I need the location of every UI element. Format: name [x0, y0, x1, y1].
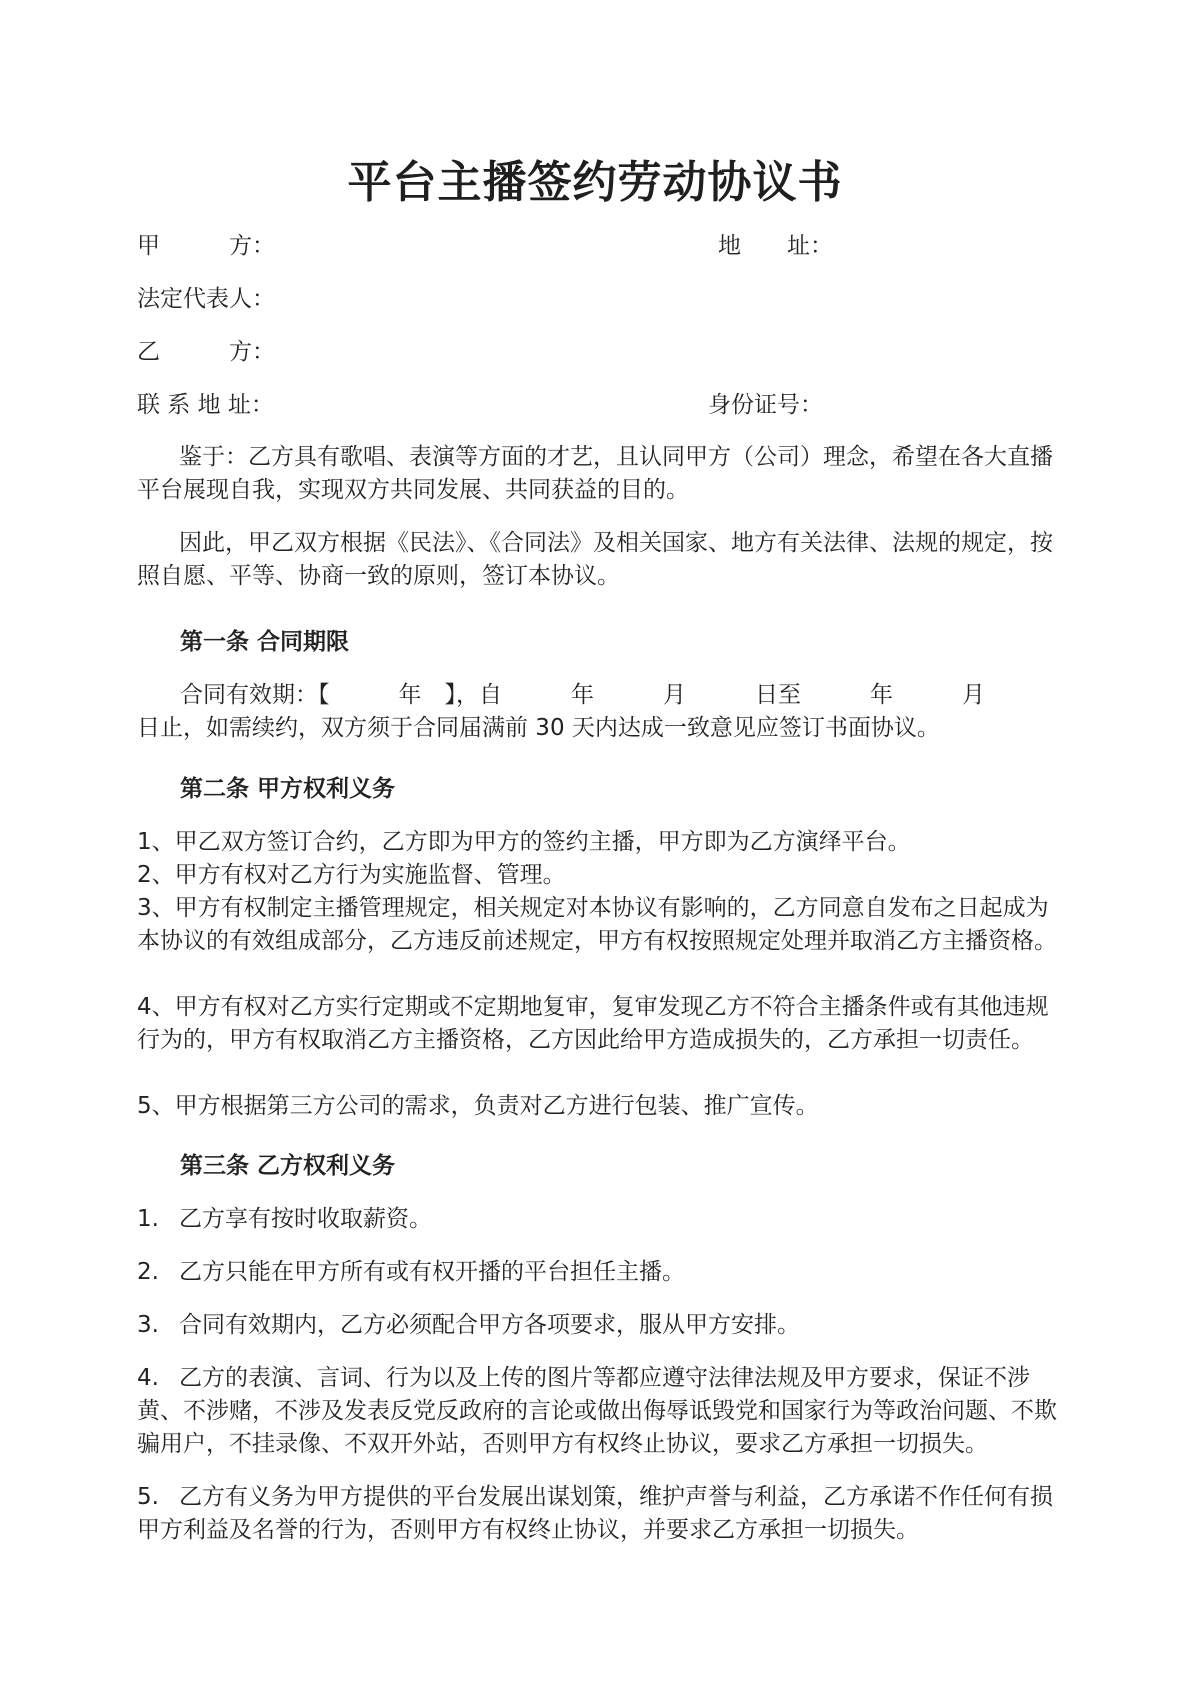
list-item: 2、甲方有权对乙方行为实施监督、管理。 — [137, 862, 566, 888]
list-item: 1、甲乙双方签订合约，乙方即为甲方的签约主播，甲方即为乙方演绎平台。 — [137, 829, 911, 855]
item-number: 2. — [137, 1259, 159, 1285]
item-number: 5. — [137, 1484, 159, 1510]
item-number: 4. — [137, 1365, 159, 1391]
item-number: 3. — [137, 1312, 159, 1338]
numbered-item — [137, 1256, 1062, 1289]
list-item: 5、甲方根据第三方公司的需求，负责对乙方进行包装、推广宣传。 — [137, 1093, 819, 1119]
contract-term-line: 日止，如需续约，双方须于合同届满前 30 天内达成一致意见应签订书面协议。 — [137, 715, 940, 741]
list-item: 3、甲方有权制定主播管理规定，相关规定对本协议有影响的，乙方同意自发布之日起成为本协议的有效组成部分，乙方违反前述规定，甲方有权按照规定处理并取消乙方主播资格。 — [137, 895, 1057, 954]
article-heading: 第二条 甲方权利义务 — [180, 776, 396, 802]
item-text: 乙方享有按时收取薪资。 — [179, 1206, 432, 1232]
item-number: 1. — [137, 1206, 159, 1232]
article-heading: 第一条 合同期限 — [180, 629, 350, 655]
id-number-label: 身份证号： — [708, 392, 823, 418]
numbered-item — [137, 1203, 1062, 1236]
item-text: 乙方的表演、言词、行为以及上传的图片等都应遵守法律法规及甲方要求，保证不涉黄、不涉赌，不涉及发表反党反政府的言论或做出侮辱诋毁党和国家行为等政治问题、不欺骗用户，不挂录像、不双开外站，否则甲方有权终止协议，要求乙方承担一切损失。 — [137, 1365, 1057, 1457]
preamble-paragraph: 鉴于：乙方具有歌唱、表演等方面的才艺，且认同甲方（公司）理念，希望在各大直播平台展现自我，实现双方共同发展、共同获益的目的。 — [137, 444, 1053, 503]
address-label: 地 址： — [718, 233, 833, 259]
numbered-item — [137, 1481, 1062, 1547]
party-a-label: 甲 方： — [137, 233, 275, 259]
contact-address-label: 联 系 地 址： — [137, 392, 274, 418]
document-title: 平台主播签约劳动协议书 — [347, 157, 843, 208]
party-b-label: 乙 方： — [137, 339, 275, 365]
list-item: 4、甲方有权对乙方实行定期或不定期地复审，复审发现乙方不符合主播条件或有其他违规行为的，甲方有权取消乙方主播资格，乙方因此给甲方造成损失的，乙方承担一切责任。 — [137, 994, 1049, 1053]
item-text: 乙方只能在甲方所有或有权开播的平台担任主播。 — [179, 1259, 685, 1285]
article-heading: 第三条 乙方权利义务 — [180, 1153, 396, 1179]
item-text: 乙方有义务为甲方提供的平台发展出谋划策，维护声誉与利益，乙方承诺不作任何有损甲方利益及名誉的行为，否则甲方有权终止协议，并要求乙方承担一切损失。 — [137, 1484, 1053, 1543]
numbered-item — [137, 1362, 1062, 1461]
legal-representative-label: 法定代表人： — [137, 286, 275, 312]
item-text: 合同有效期内，乙方必须配合甲方各项要求，服从甲方安排。 — [179, 1312, 800, 1338]
contract-term-line: 合同有效期：【 年 】，自 年 月 日至 年 月 — [180, 682, 985, 708]
preamble-paragraph: 因此，甲乙双方根据《民法》、《合同法》及相关国家、地方有关法律、法规的规定，按照自愿、平等、协商一致的原则，签订本协议。 — [137, 530, 1053, 589]
numbered-item — [137, 1309, 1062, 1342]
